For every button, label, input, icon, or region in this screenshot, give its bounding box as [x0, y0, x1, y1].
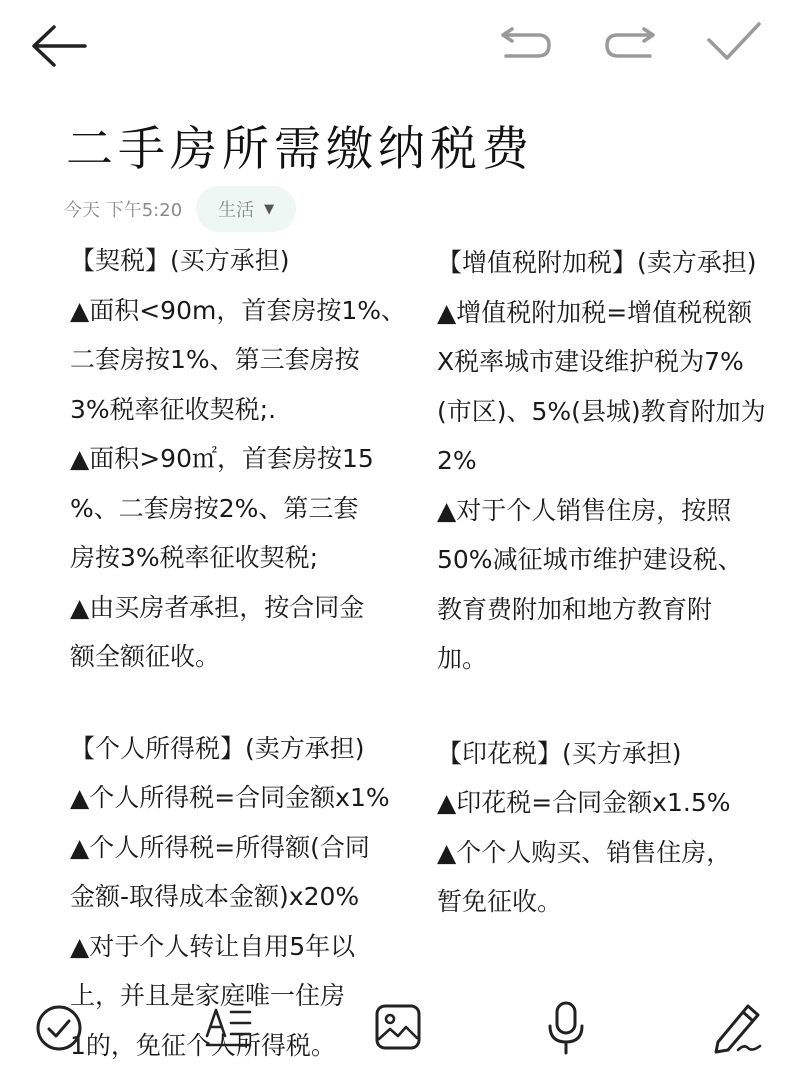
back-arrow-icon[interactable] — [30, 24, 88, 68]
text-line: ▲面积<90m，首套房按1%、 — [70, 295, 406, 325]
text-line: ▲由买房者承担，按合同金 — [70, 592, 365, 622]
section-spacer — [437, 684, 787, 729]
note-timestamp: 今天 下午5:20 — [64, 200, 183, 221]
text-line: 暂免征收。 — [437, 887, 563, 916]
text-line: X税率城市建设维护税为7% — [437, 347, 744, 376]
text-format-icon[interactable] — [204, 1004, 254, 1048]
top-bar — [0, 0, 800, 90]
text-line: ▲个个人购买、销售住房， — [437, 837, 732, 867]
checklist-icon[interactable] — [34, 1003, 84, 1053]
caret-down-icon: ▼ — [264, 201, 275, 217]
text-line: ▲对于个人销售住房，按照 — [437, 495, 732, 525]
text-line: 加。 — [437, 644, 488, 673]
undo-icon[interactable] — [500, 24, 552, 60]
text-line: 3%税率征收契税;. — [70, 394, 277, 424]
text-line: 额全额征收。 — [70, 642, 221, 671]
image-icon[interactable] — [374, 1003, 422, 1051]
bottom-toolbar — [0, 990, 800, 1067]
text-line: (市区)、5%(县城)教育附加为 — [437, 396, 766, 426]
text-line: %、二套房按2%、第三套 — [70, 493, 359, 523]
section-vat-surcharge — [437, 238, 787, 684]
section-heading: 【契税】(买方承担) — [70, 246, 290, 275]
check-icon[interactable] — [706, 20, 762, 64]
text-line: ▲印花税=合同金额x1.5% — [437, 788, 731, 817]
note-meta — [64, 186, 296, 232]
text-line: 房按3%税率征收契税; — [70, 543, 319, 572]
section-heading: 【印花税】(买方承担) — [437, 738, 682, 768]
text-line: 50%减征城市维护建设税、 — [437, 545, 743, 574]
text-line: ▲个人所得税=合同金额x1% — [70, 783, 390, 812]
note-body-right-column[interactable] — [437, 238, 787, 927]
note-body-left-column[interactable] — [70, 236, 415, 1067]
redo-icon[interactable] — [604, 24, 656, 60]
category-dropdown[interactable] — [196, 186, 296, 232]
text-line: 金额-取得成本金额)x20% — [70, 882, 360, 911]
section-spacer — [70, 682, 415, 724]
text-line: 2% — [437, 446, 477, 475]
note-title[interactable]: 二手房所需缴纳税费 — [66, 122, 534, 177]
section-stamp-tax — [437, 729, 787, 927]
microphone-icon[interactable] — [546, 1000, 586, 1056]
section-heading: 【个人所得税】(卖方承担) — [70, 733, 365, 763]
text-line: ▲对于个人转让自用5年以 — [70, 931, 356, 961]
category-label: 生活 — [218, 200, 255, 221]
text-line: ▲个人所得税=所得额(合同 — [70, 832, 370, 862]
text-line: 二套房按1%、第三套房按 — [70, 345, 360, 374]
text-line: 1的，免征个人所得税。 — [70, 1030, 336, 1060]
handwriting-pen-icon[interactable] — [710, 1000, 764, 1054]
text-line: 上，并且是家庭唯一住房 — [70, 981, 346, 1010]
text-line: ▲面积>90㎡，首套房按15 — [70, 444, 374, 473]
section-heading: 【增值税附加税】(卖方承担) — [437, 248, 757, 277]
section-deed-tax — [70, 236, 415, 682]
text-line: 教育费附加和地方教育附 — [437, 594, 713, 624]
text-line: ▲增值税附加税=增值税税额 — [437, 297, 753, 327]
